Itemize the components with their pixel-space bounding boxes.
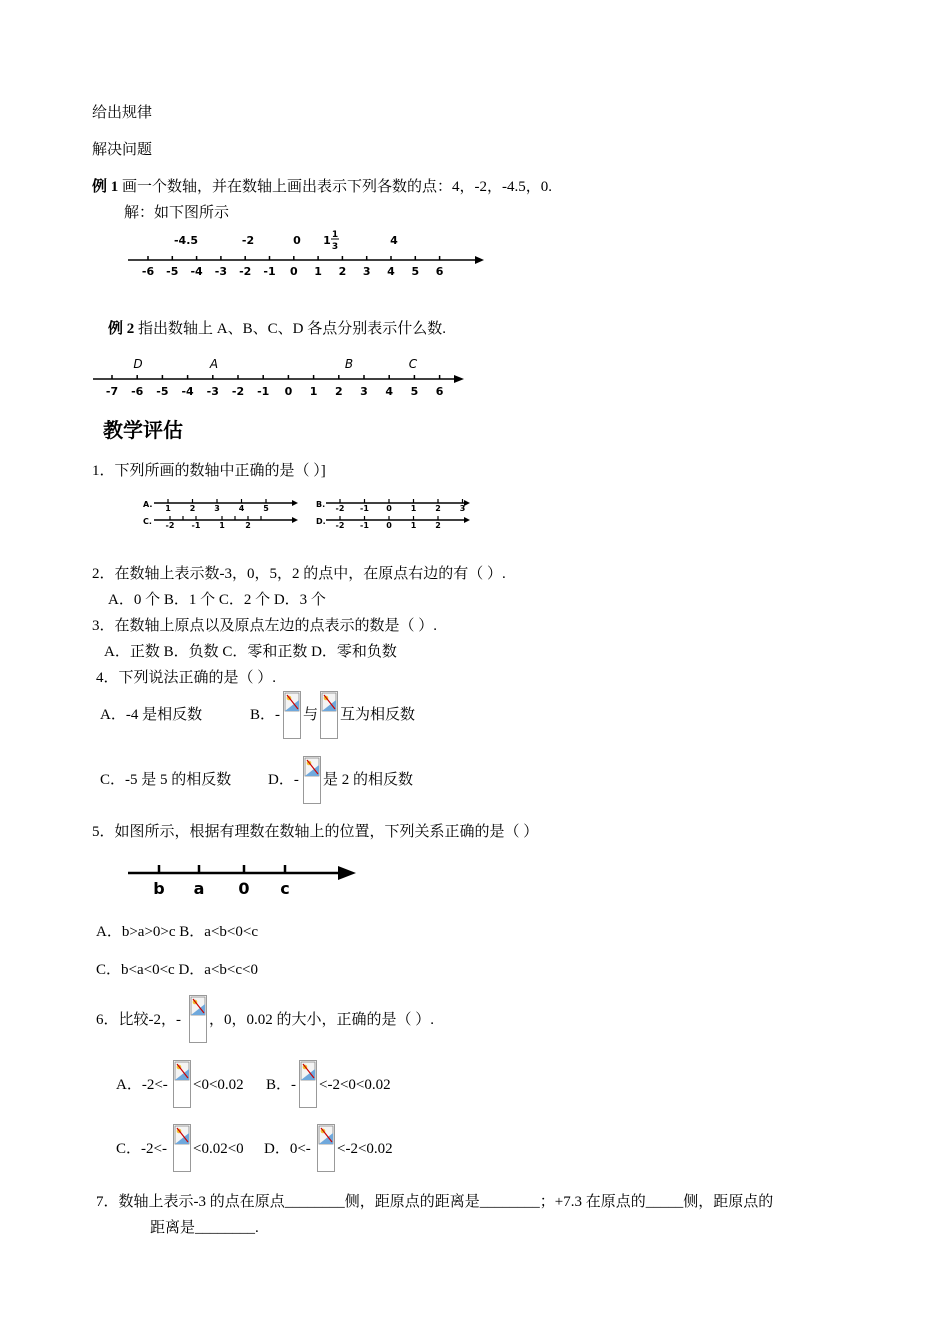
example-1: [92, 178, 552, 196]
point-a-label: A: [209, 357, 219, 371]
question-6-suffix: ，0，0.02 的大小，正确的是（ ）.: [209, 1012, 435, 1028]
axis-point-letters: [133, 357, 417, 371]
axis-d-label: D.: [316, 517, 326, 526]
axis-tick-label: 4: [387, 265, 395, 278]
question-4-option-a: A．-4 是相反数: [100, 707, 203, 723]
question-3: 3．在数轴上原点以及原点左边的点表示的数是（ ）.: [92, 618, 438, 634]
point-d-label: D: [133, 357, 143, 371]
axis-tick-label: -5: [166, 265, 179, 278]
axis-tick-labels: [106, 385, 444, 398]
question-6-option-d-suffix: <-2<0.02: [337, 1141, 393, 1157]
axis-tick-label: -2: [165, 521, 175, 530]
axis-tick-label: -2: [239, 265, 252, 278]
question-2-options: A．0 个 B．1 个 C．2 个 D．3 个: [108, 592, 326, 608]
axis-c-label: C.: [143, 517, 152, 526]
point-label-neg2: -2: [241, 234, 255, 247]
axis-tick-label: -6: [141, 265, 155, 278]
point-label-mixed-whole: 1: [323, 234, 331, 247]
axis-tick-labels: [142, 265, 444, 278]
axis-tick-label: 2: [189, 504, 196, 513]
heading-solve: 解决问题: [92, 142, 153, 158]
axis-tick-label: -4: [190, 265, 203, 278]
axis-tick-label: -7: [105, 385, 119, 398]
question-7-line-2: 距离是________.: [150, 1220, 259, 1236]
axis-tick-label: -1: [257, 385, 270, 398]
broken-image-icon: [317, 1124, 335, 1172]
question-4-option-c: C．-5 是 5 的相反数: [100, 772, 232, 788]
axis-tick-label: 1: [219, 521, 225, 530]
axis-tick-label: 1: [309, 385, 318, 398]
axis-tick-label: 6: [435, 385, 444, 398]
broken-image-icon: [173, 1060, 191, 1108]
question-2: 2．在数轴上表示数-3，0，5，2 的点中，在原点右边的有（ ）.: [92, 566, 506, 582]
axis-arrow: [454, 375, 464, 383]
question-6-prefix: 6．比较-2，-: [96, 1012, 181, 1028]
axis-tick-label: -2: [335, 521, 345, 530]
axis-option-b: [316, 499, 470, 513]
question-1-axes: [140, 494, 480, 534]
axis-tick-label: -6: [131, 385, 144, 398]
point-label-frac-num: 1: [331, 230, 339, 240]
axis-tick-label: 5: [410, 385, 419, 398]
axis-tick-label: -3: [214, 265, 228, 278]
axis-tick-label: -4: [181, 385, 194, 398]
example-1-text: 画一个数轴，并在数轴上画出表示下列各数的点：4，-2，-4.5，0.: [122, 179, 553, 195]
broken-image-icon: [299, 1060, 317, 1108]
axis-point-labels: [174, 230, 398, 252]
axis-tick-label: 2: [334, 385, 343, 398]
axis-tick-label: 1: [410, 521, 417, 530]
question-6-option-a-prefix: A．-2<-: [116, 1077, 168, 1093]
question-6-option-d-prefix: D．0<-: [264, 1141, 311, 1157]
axis-tick-label: -3: [206, 385, 219, 398]
section-title: 教学评估: [103, 418, 183, 442]
example-1-label: 例 1: [92, 179, 119, 195]
axis-tick-label: 1: [410, 504, 417, 513]
axis-tick-label: 4: [238, 504, 245, 513]
question-4: 4．下列说法正确的是（ ）.: [96, 670, 277, 686]
axis-tick-label: 3: [459, 504, 466, 513]
axis-option-d: [316, 516, 470, 530]
axis-label-c: c: [280, 879, 290, 898]
broken-image-icon: [173, 1124, 191, 1172]
axis-tick-label: 3: [360, 385, 368, 398]
broken-image-icon: [189, 995, 207, 1043]
axis-tick-label: 6: [435, 265, 444, 278]
point-label-4: 4: [390, 234, 398, 247]
axis-tick-label: 0: [289, 265, 298, 278]
axis-tick-label: 2: [435, 521, 441, 530]
point-c-label: C: [408, 357, 418, 371]
axis-tick-label: 1: [314, 265, 322, 278]
axis-tick-label: -1: [360, 521, 369, 530]
heading-rule: 给出规律: [92, 105, 153, 121]
question-5-options-cd: C．b<a<0<c D．a<b<c<0: [96, 962, 258, 978]
example-2-text: 指出数轴上 A、B、C、D 各点分别表示什么数.: [138, 321, 446, 337]
point-label-zero: 0: [293, 234, 301, 247]
question-7-line-1: 7．数轴上表示-3 的点在原点________侧，距原点的距离是________；+7.3 在原点的_____侧，距原点的: [96, 1194, 774, 1210]
point-label-neg4-5: -4.5: [173, 234, 199, 247]
point-b-label: B: [344, 357, 354, 371]
broken-image-icon: [283, 691, 301, 739]
axis-tick-label: 0: [386, 504, 392, 513]
axis-tick-label: 5: [411, 265, 420, 278]
axis-label-a: a: [193, 879, 205, 898]
question-4-option-d-suffix: 是 2 的相反数: [323, 772, 414, 788]
axis-tick-label: 0: [284, 385, 293, 398]
question-5: 5．如图所示，根据有理数在数轴上的位置，下列关系正确的是（ ）: [92, 824, 539, 840]
example-2: [108, 320, 446, 338]
axis-tick-label: 4: [385, 385, 394, 398]
question-4-option-b-prefix: B．-: [250, 707, 281, 723]
question-6-option-c-suffix: <0.02<0: [193, 1141, 244, 1157]
point-label-frac-den: 3: [331, 242, 339, 252]
axis-tick-label: -5: [156, 385, 169, 398]
broken-image-icon: [320, 691, 338, 739]
number-line-2: [88, 352, 473, 400]
question-6-option-b-suffix: <-2<0<0.02: [319, 1077, 391, 1093]
question-4-option-d-prefix: D．-: [268, 772, 299, 788]
axis-arrow: [475, 256, 484, 264]
example-1-solution: 解：如下图所示: [124, 205, 230, 221]
axis-tick-label: 0: [386, 521, 392, 530]
question-4-option-b-mid: 与: [303, 707, 319, 723]
axis-tick-label: 2: [338, 265, 347, 278]
axis-tick-label: 5: [263, 504, 269, 513]
axis-option-c: [143, 516, 298, 530]
example-2-label: 例 2: [108, 321, 135, 337]
question-3-options: A．正数 B．负数 C．零和正数 D．零和负数: [104, 644, 397, 660]
axis-tick-label: 3: [214, 504, 220, 513]
axis-tick-label: 1: [165, 504, 171, 513]
axis-label-b: b: [153, 879, 165, 898]
axis-tick-label: -2: [231, 385, 245, 398]
question-6-option-a-suffix: <0<0.02: [193, 1077, 244, 1093]
question-1: 1．下列所画的数轴中正确的是（ ）]: [92, 463, 326, 479]
axis-b-label: B.: [316, 500, 326, 509]
axis-tick-label: -1: [360, 504, 369, 513]
axis-tick-label: 2: [245, 521, 251, 530]
question-4-option-b-suffix: 互为相反数: [340, 707, 416, 723]
axis-tick-label: -1: [263, 265, 276, 278]
number-line-1: [120, 228, 490, 286]
axis-tick-label: 2: [435, 504, 441, 513]
axis-tick-label: -1: [191, 521, 201, 530]
question-5-options-ab: A．b>a>0>c B．a<b<0<c: [96, 924, 258, 940]
broken-image-icon: [303, 756, 321, 804]
axis-tick-label: -2: [335, 504, 345, 513]
axis-a-label: A.: [143, 500, 153, 509]
question-5-axis: [124, 858, 364, 900]
question-6-option-c-prefix: C．-2<-: [116, 1141, 167, 1157]
axis-option-a: [143, 499, 298, 513]
question-6-option-b-prefix: B．-: [266, 1077, 297, 1093]
axis-tick-label: 3: [362, 265, 371, 278]
axis-label-zero: 0: [238, 879, 250, 898]
